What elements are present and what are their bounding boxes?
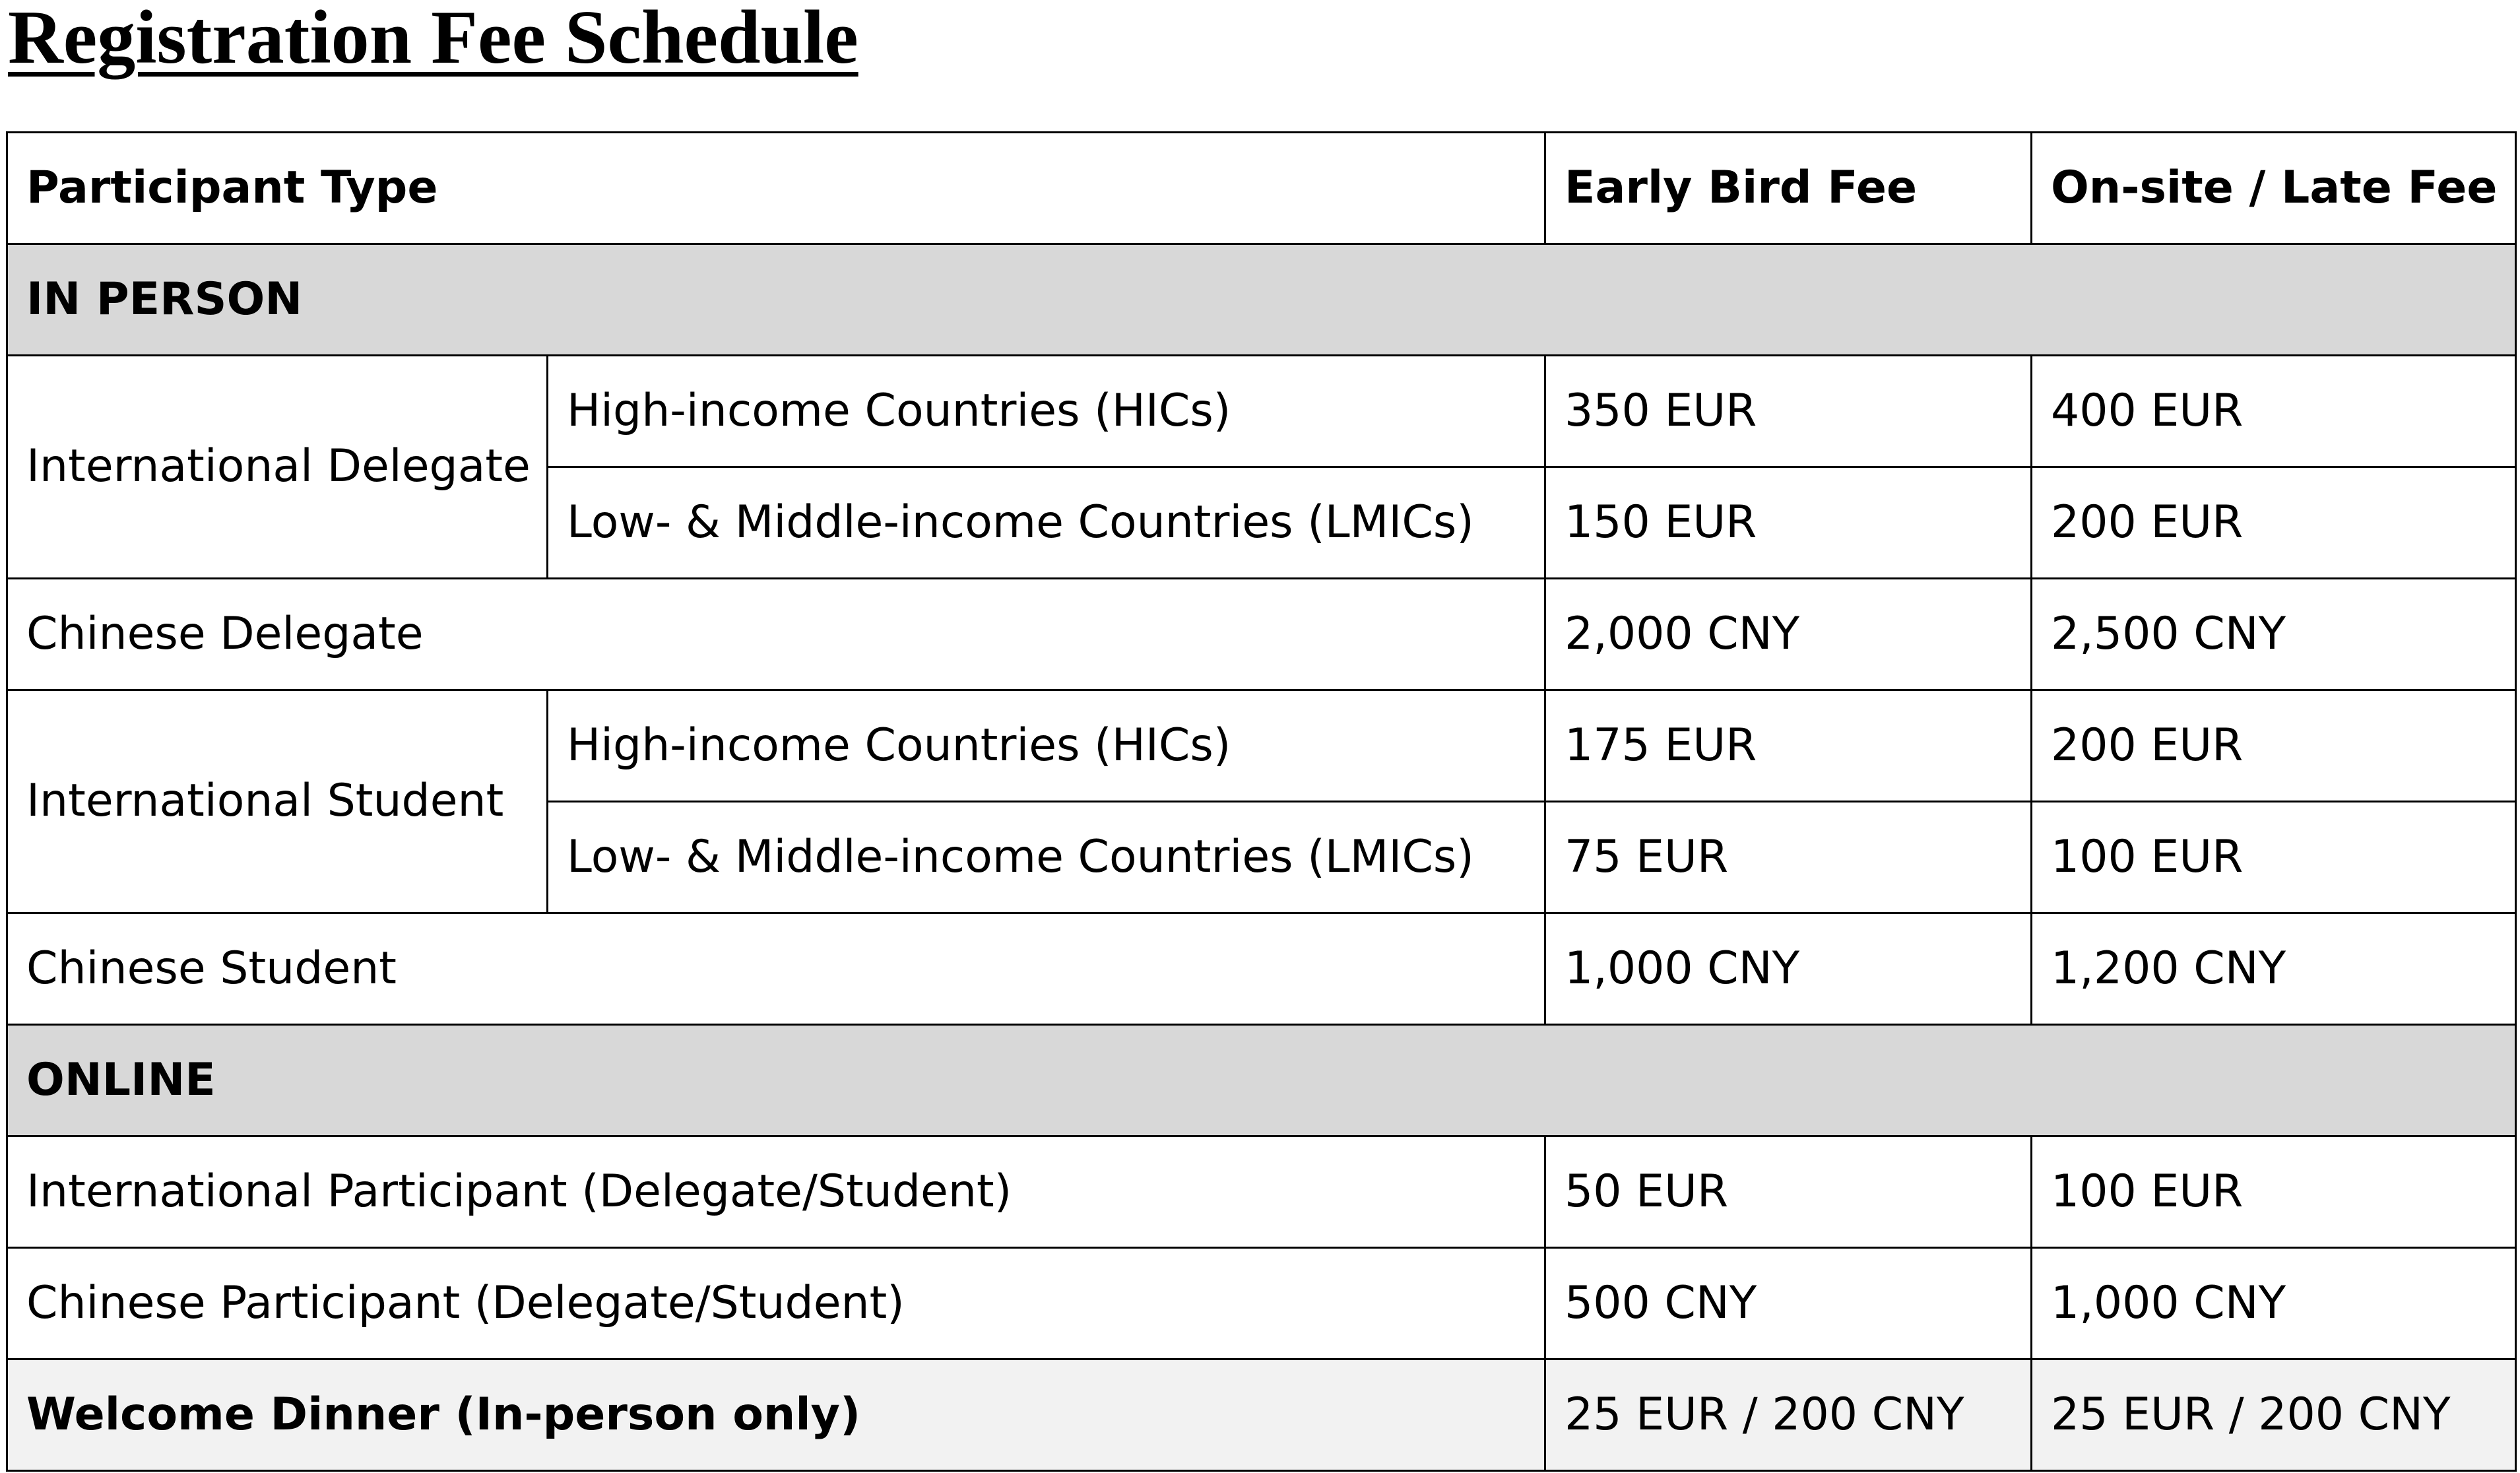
late-fee-cell: 1,000 CNY bbox=[2032, 1248, 2516, 1359]
early-bird-fee-cell: 175 EUR bbox=[1545, 690, 2032, 802]
subcategory-cell: High-income Countries (HICs) bbox=[548, 690, 1545, 802]
early-bird-fee-cell: 50 EUR bbox=[1545, 1136, 2032, 1248]
early-bird-fee-cell: 2,000 CNY bbox=[1545, 579, 2032, 690]
late-fee-cell: 2,500 CNY bbox=[2032, 579, 2516, 690]
category-chinese-participant: Chinese Participant (Delegate/Student) bbox=[7, 1248, 1545, 1359]
page-title: Registration Fee Schedule bbox=[8, 0, 858, 80]
table-row bbox=[7, 913, 2516, 1025]
late-fee-cell: 25 EUR / 200 CNY bbox=[2032, 1359, 2516, 1471]
early-bird-fee-cell: 75 EUR bbox=[1545, 802, 2032, 913]
category-international-student: International Student bbox=[7, 690, 548, 913]
table-row bbox=[7, 579, 2516, 690]
section-label-in-person: IN PERSON bbox=[7, 244, 2516, 356]
subcategory-cell: Low- & Middle-income Countries (LMICs) bbox=[548, 802, 1545, 913]
section-label-online: ONLINE bbox=[7, 1025, 2516, 1136]
category-chinese-student: Chinese Student bbox=[7, 913, 1545, 1025]
early-bird-fee-cell: 350 EUR bbox=[1545, 356, 2032, 467]
category-chinese-delegate: Chinese Delegate bbox=[7, 579, 1545, 690]
table-row bbox=[7, 690, 2516, 802]
late-fee-cell: 100 EUR bbox=[2032, 1136, 2516, 1248]
header-participant-type: Participant Type bbox=[7, 133, 1545, 244]
fee-schedule-table bbox=[6, 131, 2517, 1472]
late-fee-cell: 400 EUR bbox=[2032, 356, 2516, 467]
early-bird-fee-cell: 500 CNY bbox=[1545, 1248, 2032, 1359]
category-international-delegate: International Delegate bbox=[7, 356, 548, 579]
table-row bbox=[7, 356, 2516, 467]
late-fee-cell: 1,200 CNY bbox=[2032, 913, 2516, 1025]
early-bird-fee-cell: 1,000 CNY bbox=[1545, 913, 2032, 1025]
welcome-dinner-row bbox=[7, 1359, 2516, 1471]
subcategory-cell: Low- & Middle-income Countries (LMICs) bbox=[548, 467, 1545, 579]
table-header-row bbox=[7, 133, 2516, 244]
late-fee-cell: 200 EUR bbox=[2032, 467, 2516, 579]
welcome-dinner-label: Welcome Dinner (In-person only) bbox=[7, 1359, 1545, 1471]
section-row-online bbox=[7, 1025, 2516, 1136]
late-fee-cell: 100 EUR bbox=[2032, 802, 2516, 913]
early-bird-fee-cell: 25 EUR / 200 CNY bbox=[1545, 1359, 2032, 1471]
early-bird-fee-cell: 150 EUR bbox=[1545, 467, 2032, 579]
table-row bbox=[7, 1136, 2516, 1248]
header-late-fee: On-site / Late Fee bbox=[2032, 133, 2516, 244]
category-international-participant: International Participant (Delegate/Student) bbox=[7, 1136, 1545, 1248]
header-early-bird-fee: Early Bird Fee bbox=[1545, 133, 2032, 244]
table-row bbox=[7, 1248, 2516, 1359]
section-row-in-person bbox=[7, 244, 2516, 356]
late-fee-cell: 200 EUR bbox=[2032, 690, 2516, 802]
subcategory-cell: High-income Countries (HICs) bbox=[548, 356, 1545, 467]
